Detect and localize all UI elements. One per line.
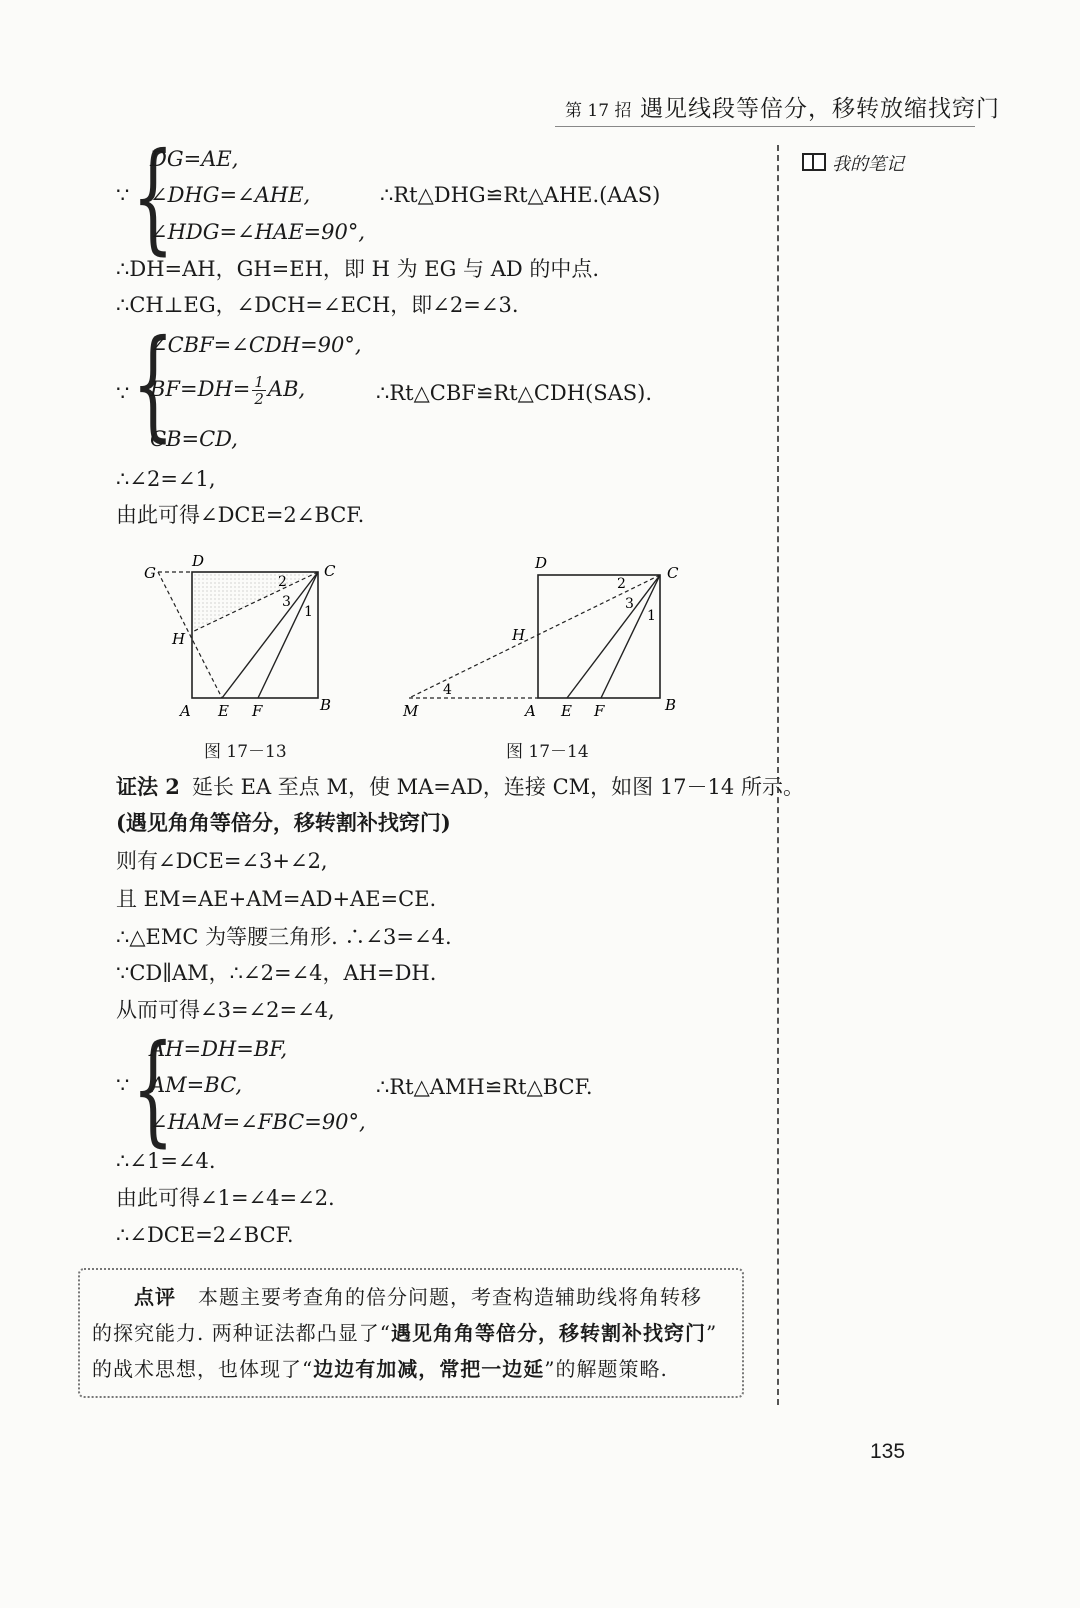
congruence-conclusion: ∴Rt△CBF≌Rt△CDH(SAS). xyxy=(376,381,653,405)
proof-line: 由此可得∠DCE=2∠BCF. xyxy=(116,503,365,527)
comment-emphasis: 遇见角角等倍分，移转割补找窍门 xyxy=(390,1321,706,1345)
condition: DG=AE, xyxy=(150,147,239,171)
figure-caption: 图 17－13 xyxy=(204,742,287,762)
notes-label: 我的笔记 xyxy=(832,154,904,175)
fraction xyxy=(252,374,266,407)
chapter-number: 第 17 招 xyxy=(565,101,632,121)
proof-line: ∴DH=AH，GH=EH，即 H 为 EG 与 AD 的中点. xyxy=(116,257,600,281)
angle-2: 2 xyxy=(617,576,626,592)
condition: ∠CBF=∠CDH=90°, xyxy=(150,333,362,357)
proof-line: ∴CH⊥EG，∠DCH=∠ECH，即∠2=∠3. xyxy=(116,293,519,317)
label-d: D xyxy=(192,552,205,570)
segment-cm xyxy=(409,575,660,698)
comment-label: 点评 xyxy=(134,1285,176,1309)
condition: AM=BC, xyxy=(150,1073,243,1097)
segment-ce xyxy=(567,575,660,698)
label-h: H xyxy=(172,630,186,648)
angle-1: 1 xyxy=(304,604,313,620)
label-b: B xyxy=(320,696,332,714)
label-b: B xyxy=(665,696,677,714)
proof-line: ∴△EMC 为等腰三角形. ∴∠3=∠4. xyxy=(116,925,452,949)
label-d: D xyxy=(535,554,548,572)
segment-cf xyxy=(601,575,660,698)
proof-line: 从而可得∠3=∠2=∠4, xyxy=(116,998,335,1022)
header-rule xyxy=(555,126,975,127)
because-symbol: ∵ xyxy=(116,1073,130,1097)
comment-text: ”的解题策略. xyxy=(544,1357,668,1381)
condition: CB=CD, xyxy=(150,427,238,451)
proof-line: ∵CD∥AM，∴∠2=∠4，AH=DH. xyxy=(116,961,437,985)
condition: AH=DH=BF, xyxy=(150,1037,288,1061)
condition-part: BF=DH= xyxy=(150,377,251,401)
condition: ∠DHG=∠AHE, xyxy=(150,183,311,207)
book-icon xyxy=(802,153,826,171)
proof2-intro-text: 延长 EA 至点 M，使 MA=AD，连接 CM，如图 17－14 所示。 xyxy=(191,775,804,799)
label-m: M xyxy=(403,702,419,720)
figure-caption: 图 17－14 xyxy=(506,742,589,762)
comment-text: 本题主要考查角的倍分问题，考查构造辅助线将角转移 xyxy=(198,1285,702,1309)
comment-text: ” xyxy=(705,1321,718,1345)
proof-line: ∴∠DCE=2∠BCF. xyxy=(116,1223,294,1247)
angle-4: 4 xyxy=(443,682,452,698)
condition xyxy=(150,374,305,407)
numerator: 1 xyxy=(254,373,264,391)
denominator: 2 xyxy=(254,390,264,408)
congruence-conclusion: ∴Rt△DHG≌Rt△AHE.(AAS) xyxy=(380,183,661,207)
congruence-conclusion: ∴Rt△AMH≌Rt△BCF. xyxy=(376,1075,593,1099)
label-e: E xyxy=(561,702,572,720)
figure-17-13 xyxy=(130,550,360,730)
because-symbol: ∵ xyxy=(116,381,130,405)
label-a: A xyxy=(180,702,191,720)
label-f: F xyxy=(594,702,605,720)
proof-line: 则有∠DCE=∠3+∠2, xyxy=(116,849,328,873)
proof-line: 由此可得∠1=∠4=∠2. xyxy=(116,1186,335,1210)
label-e: E xyxy=(218,702,229,720)
proof-line: ∴∠1=∠4. xyxy=(116,1149,216,1173)
angle-1: 1 xyxy=(647,608,656,624)
comment-line xyxy=(134,1282,702,1312)
label-c: C xyxy=(667,564,679,582)
page-number: 135 xyxy=(870,1440,906,1463)
notes-header xyxy=(802,150,904,176)
proof-line: 且 EM=AE+AM=AD+AE=CE. xyxy=(116,887,437,911)
chapter-title: 遇见线段等倍分，移转放缩找窍门 xyxy=(640,96,1000,122)
label-f: F xyxy=(252,702,263,720)
proof2-hint: (遇见角角等倍分，移转割补找窍门) xyxy=(116,810,451,835)
angle-3: 3 xyxy=(625,596,634,612)
proof-line: ∴∠2=∠1, xyxy=(116,467,216,491)
comment-text: 的探究能力. 两种证法都凸显了“ xyxy=(92,1321,391,1345)
condition: ∠HAM=∠FBC=90°, xyxy=(150,1110,366,1134)
angle-2: 2 xyxy=(278,574,287,590)
condition: ∠HDG=∠HAE=90°, xyxy=(150,220,366,244)
comment-text: 的战术思想，也体现了“ xyxy=(92,1357,314,1381)
label-h: H xyxy=(512,626,526,644)
label-g: G xyxy=(144,564,156,582)
proof2-label: 证法 2 xyxy=(116,774,180,799)
angle-3: 3 xyxy=(282,594,291,610)
condition-part: AB, xyxy=(267,377,306,401)
square-abcd xyxy=(538,575,660,698)
brace: { xyxy=(132,315,174,454)
brace: { xyxy=(132,1020,174,1159)
comment-emphasis: 边边有加减，常把一边延 xyxy=(313,1357,545,1381)
label-c: C xyxy=(324,562,336,580)
because-symbol: ∵ xyxy=(116,183,130,207)
figure-17-14 xyxy=(395,550,695,730)
comment-line xyxy=(92,1354,668,1384)
proof2-intro xyxy=(116,772,804,802)
brace: { xyxy=(132,128,174,267)
shaded-region xyxy=(192,572,318,632)
label-a: A xyxy=(525,702,536,720)
comment-line xyxy=(92,1318,717,1348)
